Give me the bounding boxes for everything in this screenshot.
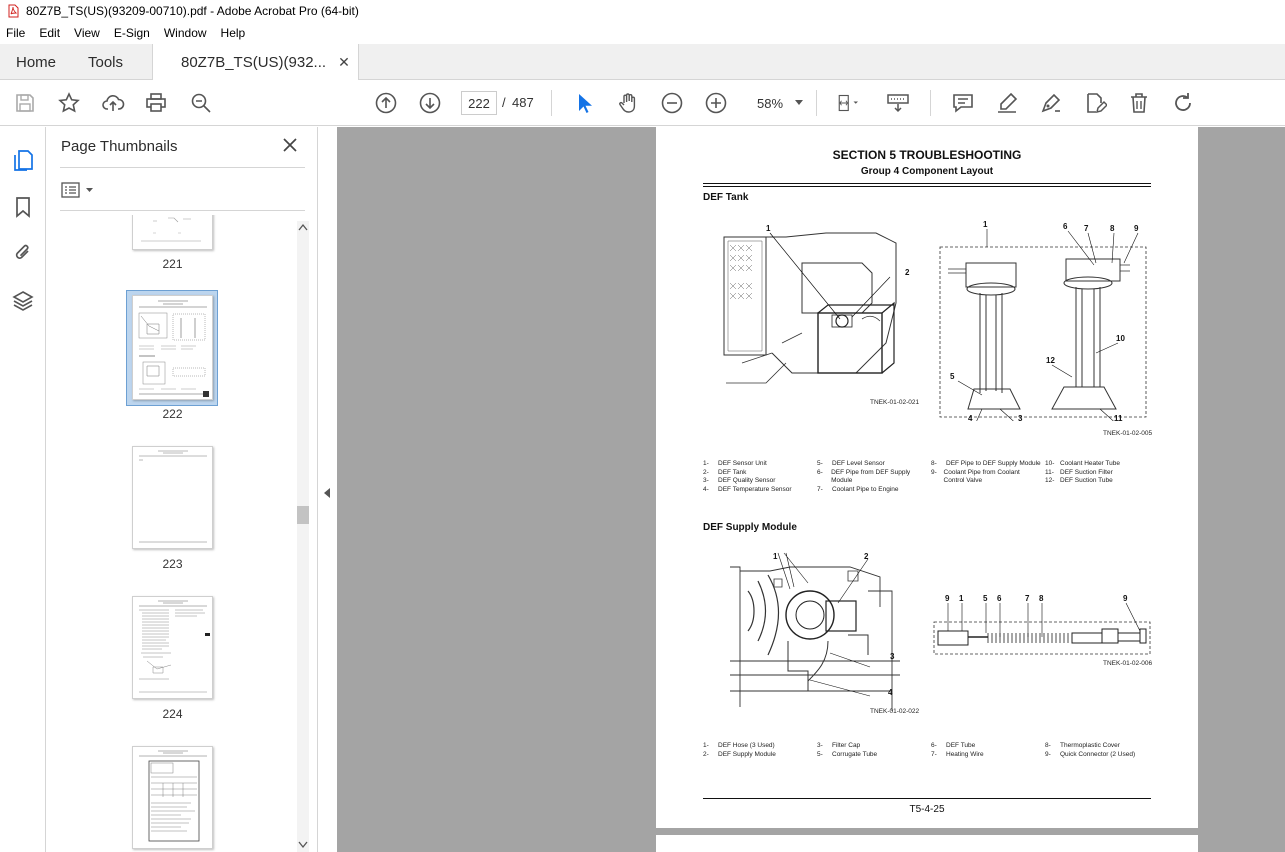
callout-2: 2 xyxy=(905,268,910,277)
footer-rule xyxy=(703,798,1151,799)
trash-icon xyxy=(1127,91,1151,115)
def-supply-module-heading: DEF Supply Module xyxy=(703,522,797,533)
header-rule xyxy=(703,183,1151,184)
page-thumbnails-panel xyxy=(46,127,318,852)
panel-divider xyxy=(60,167,305,168)
delete-button[interactable] xyxy=(1126,90,1152,116)
save-button[interactable] xyxy=(12,90,38,116)
page-number-input[interactable]: 222 xyxy=(461,91,497,115)
rotate-icon xyxy=(1171,91,1195,115)
main-toolbar xyxy=(0,80,1285,126)
def-tube-illustration xyxy=(932,593,1154,657)
callout-10: 10 xyxy=(1116,334,1125,343)
search-zoom-icon xyxy=(189,91,213,115)
thumbnail-page-221[interactable] xyxy=(132,215,213,250)
tab-tools[interactable]: Tools xyxy=(88,53,124,71)
tab-close-icon[interactable]: ✕ xyxy=(338,54,350,70)
panel-title: Page Thumbnails xyxy=(61,138,178,155)
print-button[interactable] xyxy=(143,90,169,116)
callout-3: 3 xyxy=(890,652,895,661)
callout-6: 6 xyxy=(997,594,1002,603)
callout-3: 3 xyxy=(1018,414,1023,421)
left-navigation-rail xyxy=(0,127,46,852)
thumbnail-page-223[interactable] xyxy=(132,446,213,549)
menu-window[interactable]: Window xyxy=(163,26,207,40)
page-separator: / xyxy=(502,95,506,110)
thumbnail-label: 224 xyxy=(162,707,183,721)
highlighter-pen-icon xyxy=(995,91,1019,115)
zoom-in-button[interactable] xyxy=(703,90,729,116)
star-icon xyxy=(57,91,81,115)
callout-5: 5 xyxy=(983,594,988,603)
figure-code: TNEK-01-02-022 xyxy=(870,708,920,715)
callout-8: 8 xyxy=(1039,594,1044,603)
prev-page-button[interactable] xyxy=(373,90,399,116)
zoom-out-button[interactable] xyxy=(659,90,685,116)
thumbnail-page-224[interactable] xyxy=(132,596,213,699)
close-icon[interactable] xyxy=(282,137,298,153)
callout-4: 4 xyxy=(968,414,973,421)
thumbnail-scrollbar[interactable] xyxy=(297,221,309,852)
window-title: 80Z7B_TS(US)(93209-00710).pdf - Adobe Acrobat Pro (64-bit) xyxy=(26,4,359,18)
scroll-down-arrow-icon[interactable] xyxy=(298,841,308,849)
attachment-icon[interactable] xyxy=(11,241,35,265)
def-supply-legend-col-2: 3- Filter Cap 5- Corrugate Tube xyxy=(817,742,878,758)
zoom-level-select[interactable] xyxy=(746,91,810,115)
scroll-up-arrow-icon[interactable] xyxy=(298,223,308,231)
layers-icon[interactable] xyxy=(11,289,35,313)
section-heading: SECTION 5 TROUBLESHOOTING xyxy=(832,148,1022,162)
group-heading: Group 4 Component Layout xyxy=(860,166,994,177)
printer-icon xyxy=(144,91,168,115)
figure-code: TNEK-01-02-006 xyxy=(1103,660,1153,667)
tab-document-label: 80Z7B_TS(US)(932... xyxy=(181,54,327,71)
comment-button[interactable] xyxy=(950,90,976,116)
redo-button[interactable] xyxy=(1170,90,1196,116)
title-bar xyxy=(0,0,1285,22)
pen-nib-icon xyxy=(1039,91,1063,115)
callout-6: 6 xyxy=(1063,222,1068,231)
zoom-level-value: 58% xyxy=(757,95,784,111)
arrow-up-circle-icon xyxy=(374,91,398,115)
hand-icon xyxy=(616,91,640,115)
menu-edit[interactable]: Edit xyxy=(39,26,61,40)
tab-home[interactable]: Home xyxy=(16,53,57,71)
def-supply-legend-col-4: 8- Thermoplastic Cover 9- Quick Connector (2 Used) xyxy=(1045,742,1136,758)
def-tank-illustration xyxy=(722,223,922,395)
callout-7: 7 xyxy=(1025,594,1030,603)
callout-5: 5 xyxy=(950,372,955,381)
header-rule xyxy=(703,186,1151,187)
page-footer-number: T5-4-25 xyxy=(909,804,945,815)
callout-1: 1 xyxy=(959,594,964,603)
keyboard-scroll-icon xyxy=(886,91,910,115)
save-icon xyxy=(13,91,37,115)
callout-9: 9 xyxy=(1123,594,1128,603)
panel-collapse-handle[interactable] xyxy=(318,127,337,852)
callout-1: 1 xyxy=(773,552,778,561)
panel-divider xyxy=(60,210,305,211)
thumbnail-label: 222 xyxy=(162,407,183,421)
scroll-mode-button[interactable] xyxy=(885,90,911,116)
thumbnail-label: 221 xyxy=(162,257,183,271)
scrollbar-thumb[interactable] xyxy=(297,506,309,524)
upload-button[interactable] xyxy=(100,90,126,116)
tab-document[interactable] xyxy=(152,44,359,81)
callout-1: 1 xyxy=(983,221,988,229)
def-supply-legend-col-1: 1- DEF Hose (3 Used) 2- DEF Supply Module xyxy=(703,742,776,758)
collapse-left-icon xyxy=(323,487,331,499)
def-tank-legend-col-4: 10- Coolant Heater Tube 11- DEF Suction Filter 12- DEF Suction Tube xyxy=(1045,460,1120,484)
bookmark-icon[interactable] xyxy=(11,195,35,219)
highlight-button[interactable] xyxy=(994,90,1020,116)
callout-2: 2 xyxy=(864,552,869,561)
callout-9: 9 xyxy=(945,594,950,603)
callout-12: 12 xyxy=(1046,356,1055,365)
figure-code: TNEK-01-02-021 xyxy=(870,399,920,406)
thumbnail-options-button[interactable] xyxy=(61,181,101,199)
toolbar-divider xyxy=(930,90,931,116)
thumbnail-label: 223 xyxy=(162,557,183,571)
thumbnail-page-222[interactable] xyxy=(132,295,213,400)
def-tank-legend-col-1: 1- DEF Sensor Unit 2- DEF Tank 3- DEF Quality Sensor 4- DEF Temperature Sensor xyxy=(703,460,792,493)
pdf-page-222 xyxy=(656,127,1198,828)
page-display-button[interactable] xyxy=(832,90,866,116)
thumbnail-page-225[interactable] xyxy=(132,746,213,849)
cloud-upload-icon xyxy=(101,91,125,115)
def-supply-module-illustration xyxy=(728,551,928,711)
def-tank-heading: DEF Tank xyxy=(703,192,749,203)
def-supply-legend-col-3: 6- DEF Tube 7- Heating Wire xyxy=(931,742,984,758)
toolbar-divider xyxy=(551,90,552,116)
callout-9: 9 xyxy=(1134,224,1139,233)
menu-file[interactable]: File xyxy=(6,26,26,40)
callout-11: 11 xyxy=(1114,414,1123,421)
fill-sign-button[interactable] xyxy=(1082,90,1108,116)
page-total: 487 xyxy=(512,95,534,110)
select-tool-button[interactable] xyxy=(571,90,597,116)
callout-8: 8 xyxy=(1110,224,1115,233)
acrobat-pdf-icon xyxy=(6,4,20,18)
comment-icon xyxy=(951,91,975,115)
thumbnail-list xyxy=(60,215,296,852)
document-viewer[interactable] xyxy=(337,127,1285,852)
hand-tool-button[interactable] xyxy=(615,90,641,116)
callout-7: 7 xyxy=(1084,224,1089,233)
menu-bar xyxy=(0,22,1285,44)
figure-code: TNEK-01-02-005 xyxy=(1103,430,1153,437)
next-page-button[interactable] xyxy=(417,90,443,116)
menu-esign[interactable]: E-Sign xyxy=(113,26,150,40)
edit-document-icon xyxy=(1083,91,1107,115)
tab-bar xyxy=(0,44,1285,80)
callout-4: 4 xyxy=(888,688,893,697)
pdf-page-223 xyxy=(656,835,1198,852)
def-sensor-unit-illustration xyxy=(938,221,1150,421)
bookmark-star-button[interactable] xyxy=(56,90,82,116)
callout-1: 1 xyxy=(766,224,771,233)
draw-button[interactable] xyxy=(1038,90,1064,116)
chevron-down-icon xyxy=(795,100,803,105)
cursor-arrow-icon xyxy=(572,91,596,115)
minus-circle-icon xyxy=(660,91,684,115)
menu-view[interactable]: View xyxy=(74,26,100,40)
def-tank-legend-col-2: 5- DEF Level Sensor 6- DEF Pipe from DEF Supply Module 7- Coolant Pipe to Engine xyxy=(817,460,911,493)
def-tank-legend-col-3: 8- DEF Pipe to DEF Supply Module 9- Coolant Pipe from Coolant Control Valve xyxy=(931,460,1041,484)
arrow-down-circle-icon xyxy=(418,91,442,115)
find-button[interactable] xyxy=(188,90,214,116)
menu-help[interactable]: Help xyxy=(220,26,246,40)
page-fit-icon xyxy=(837,91,861,115)
page-thumbnails-icon[interactable] xyxy=(11,148,35,172)
plus-circle-icon xyxy=(704,91,728,115)
toolbar-divider xyxy=(816,90,817,116)
